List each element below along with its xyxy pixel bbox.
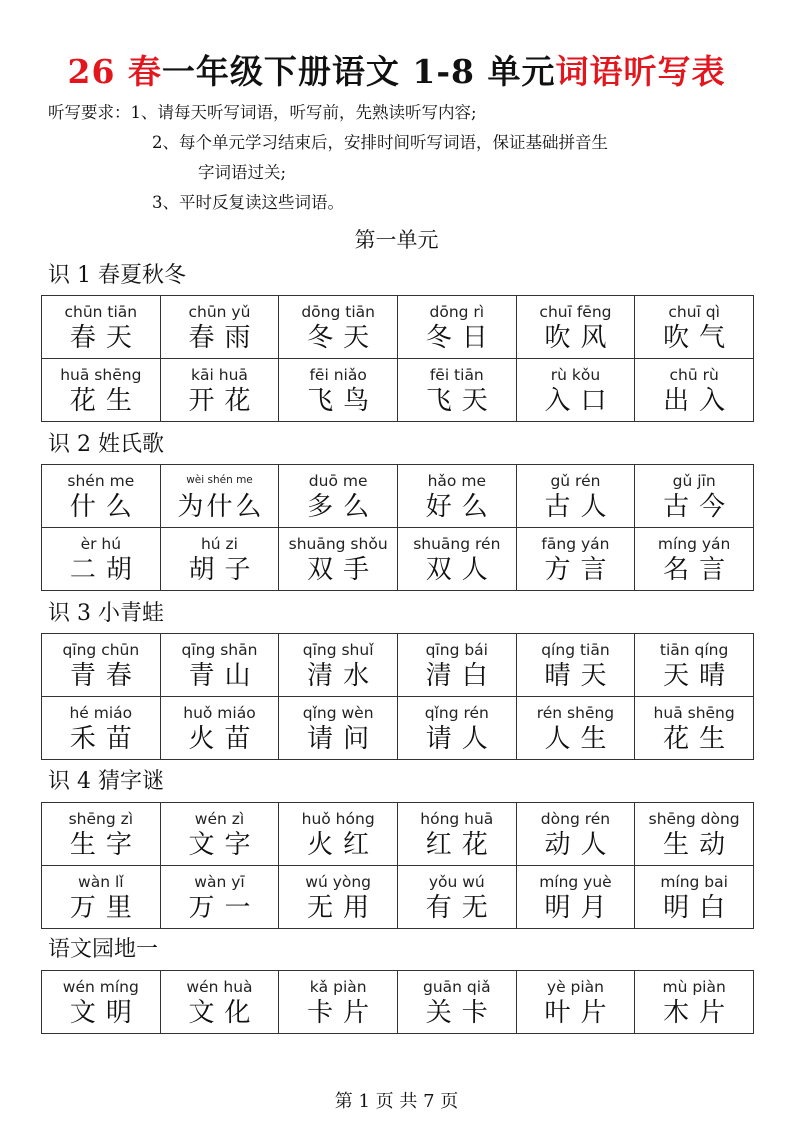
chinese-word: 清水 [307,661,380,691]
pinyin-text: wú yòng [305,873,372,891]
chinese-word: 有无 [425,893,498,923]
word-cell [516,971,635,1034]
chinese-word: 红花 [425,830,498,860]
word-cell [160,359,279,422]
chinese-word: 文明 [69,998,142,1028]
chinese-word: 双人 [425,555,498,585]
word-cell [516,866,635,929]
chinese-word: 万里 [69,893,142,923]
pinyin-text: wén huà [186,978,253,996]
chinese-word: 文化 [188,998,261,1028]
pinyin-text: huǒ hóng [301,810,375,828]
chinese-word: 人生 [544,724,617,754]
chinese-word: 火苗 [188,724,261,754]
chinese-word: 清白 [425,661,498,691]
word-cell [397,528,516,591]
chinese-word: 入口 [544,386,617,416]
word-cell [279,634,398,697]
requirement-line-2: 2、每个单元学习结束后，安排时间听写词语，保证基础拼音生 [152,133,608,152]
title-table-name: 词语听写表 [555,52,726,91]
word-cell [635,634,754,697]
word-cell [42,697,161,760]
word-cell [279,465,398,528]
pinyin-text: gǔ rén [550,472,601,490]
pinyin-text: shuāng shǒu [288,535,388,553]
pinyin-text: duō me [308,472,368,490]
pinyin-text: yè piàn [546,978,604,996]
word-row [42,803,754,866]
pinyin-text: shén me [67,472,135,490]
pinyin-text: hóng huā [420,810,494,828]
word-cell [42,866,161,929]
pinyin-text: gǔ jīn [672,472,716,490]
word-cell [42,465,161,528]
chinese-word: 多么 [307,492,380,522]
chinese-word: 为什么 [177,492,265,522]
pinyin-text: shēng dòng [648,810,740,828]
word-cell [635,971,754,1034]
pinyin-text: qīng shuǐ [302,641,374,659]
chinese-word: 春天 [69,323,142,353]
pinyin-text: chuī fēng [539,303,612,321]
pinyin-text: fēi niǎo [309,366,367,384]
pinyin-text: shēng zì [68,810,134,828]
chinese-word: 开花 [188,386,261,416]
word-cell [635,465,754,528]
pinyin-text: qǐng wèn [302,704,374,722]
chinese-word: 吹气 [663,323,736,353]
word-cell [279,971,398,1034]
chinese-word: 胡子 [188,555,261,585]
pinyin-text: wén zì [194,810,245,828]
chinese-word: 天晴 [663,661,736,691]
pinyin-text: kǎ piàn [309,978,367,996]
chinese-word: 什么 [69,492,142,522]
chinese-word: 晴天 [544,661,617,691]
chinese-word: 双手 [307,555,380,585]
chinese-word: 请人 [425,724,498,754]
word-cell [42,528,161,591]
word-cell [516,803,635,866]
unit-title: 第一单元 [354,228,439,252]
pinyin-text: yǒu wú [428,873,485,891]
chinese-word: 古人 [544,492,617,522]
word-cell [42,634,161,697]
word-cell [160,971,279,1034]
word-cell [516,697,635,760]
word-row [42,528,754,591]
word-cell [397,296,516,359]
section-title: 识 3 小青蛙 [48,601,164,626]
word-cell [397,803,516,866]
chinese-word: 木片 [663,998,736,1028]
chinese-word: 出入 [663,386,736,416]
word-table [41,802,754,929]
pinyin-text: míng bai [660,873,728,891]
pinyin-text: chūn tiān [64,303,138,321]
word-cell [397,465,516,528]
word-cell [516,359,635,422]
pinyin-text: wèi shén me [186,474,253,486]
word-cell [279,528,398,591]
chinese-word: 春雨 [188,323,261,353]
chinese-word: 禾苗 [69,724,142,754]
chinese-word: 关卡 [425,998,498,1028]
word-table [41,464,754,591]
word-cell [635,803,754,866]
word-cell [279,803,398,866]
word-cell [160,866,279,929]
pinyin-text: hú zi [200,535,238,553]
word-cell [160,296,279,359]
pinyin-text: huā shēng [653,704,735,722]
word-cell [279,866,398,929]
word-cell [635,866,754,929]
word-row [42,971,754,1034]
word-table [41,970,754,1034]
pinyin-text: shuāng rén [413,535,501,553]
pinyin-text: hé miáo [69,704,133,722]
pinyin-text: tiān qíng [659,641,729,659]
section-title: 识 1 春夏秋冬 [48,263,186,288]
chinese-word: 请问 [307,724,380,754]
word-cell [42,359,161,422]
word-cell [397,634,516,697]
pinyin-text: èr hú [80,535,122,553]
word-cell [635,359,754,422]
title-grade: 一年级下册语文 1-8 单元 [161,52,556,91]
chinese-word: 吹风 [544,323,617,353]
requirement-line-3: 字词语过关; [198,163,287,182]
section-title: 语文园地一 [48,937,159,962]
pinyin-text: dōng tiān [301,303,375,321]
pinyin-text: hǎo me [427,472,486,490]
pinyin-text: qǐng rén [424,704,489,722]
pinyin-text: qīng chūn [62,641,140,659]
pinyin-text: chuī qì [668,303,720,321]
chinese-word: 文字 [188,830,261,860]
pinyin-text: chūn yǔ [188,303,251,321]
word-cell [279,697,398,760]
section-title: 识 2 姓氏歌 [48,432,164,457]
chinese-word: 卡片 [307,998,380,1028]
pinyin-text: wàn yī [194,873,245,891]
chinese-word: 万一 [188,893,261,923]
word-cell [635,296,754,359]
word-row [42,634,754,697]
word-cell [635,697,754,760]
pinyin-text: qīng shān [181,641,258,659]
word-cell [397,866,516,929]
word-row [42,296,754,359]
pinyin-text: fāng yán [541,535,610,553]
chinese-word: 古今 [663,492,736,522]
chinese-word: 动人 [544,830,617,860]
pinyin-text: fēi tiān [429,366,484,384]
chinese-word: 方言 [544,555,617,585]
word-row [42,465,754,528]
pinyin-text: míng yán [657,535,731,553]
requirement-line-4: 3、平时反复读这些词语。 [152,193,344,212]
word-cell [516,465,635,528]
word-cell [42,971,161,1034]
chinese-word: 飞天 [425,386,498,416]
chinese-word: 冬天 [307,323,380,353]
word-cell [397,359,516,422]
chinese-word: 青山 [188,661,261,691]
chinese-word: 无用 [307,893,380,923]
word-cell [160,803,279,866]
word-cell [160,697,279,760]
pinyin-text: huā shēng [60,366,142,384]
chinese-word: 花生 [663,724,736,754]
chinese-word: 青春 [69,661,142,691]
pinyin-text: chū rù [669,366,719,384]
pinyin-text: wén míng [62,978,139,996]
pinyin-text: mù piàn [662,978,726,996]
word-cell [160,528,279,591]
word-cell [42,803,161,866]
word-cell [160,634,279,697]
word-table [41,633,754,760]
chinese-word: 飞鸟 [307,386,380,416]
word-row [42,697,754,760]
pinyin-text: guān qiǎ [423,978,491,996]
chinese-word: 冬日 [425,323,498,353]
word-cell [279,296,398,359]
section-title: 识 4 猜字谜 [48,769,164,794]
title-year: 26 春 [67,52,162,91]
pinyin-text: rù kǒu [550,366,601,384]
pinyin-text: qíng tiān [541,641,610,659]
chinese-word: 生动 [663,830,736,860]
pinyin-text: míng yuè [539,873,612,891]
chinese-word: 好么 [425,492,498,522]
pinyin-text: dòng rén [540,810,611,828]
word-cell [42,296,161,359]
word-row [42,359,754,422]
word-cell [279,359,398,422]
pinyin-text: huǒ miáo [183,704,256,722]
word-cell [516,296,635,359]
word-cell [397,971,516,1034]
pinyin-text: rén shēng [536,704,615,722]
word-cell [160,465,279,528]
pinyin-text: wàn lǐ [78,873,124,891]
chinese-word: 名言 [663,555,736,585]
chinese-word: 生字 [69,830,142,860]
word-cell [635,528,754,591]
chinese-word: 二胡 [69,555,142,585]
pinyin-text: kāi huā [191,366,248,384]
requirement-line-1: 听写要求：1、请每天听写词语，听写前，先熟读听写内容; [48,103,477,122]
word-cell [516,528,635,591]
chinese-word: 明白 [663,893,736,923]
pinyin-text: qīng bái [425,641,488,659]
word-cell [516,634,635,697]
word-row [42,866,754,929]
page-title [0,46,793,93]
word-table [41,295,754,422]
dictation-requirements [48,98,768,218]
word-cell [397,697,516,760]
page-footer: 第 1 页 共 7 页 [334,1091,459,1112]
chinese-word: 火红 [307,830,380,860]
chinese-word: 明月 [544,893,617,923]
chinese-word: 叶片 [544,998,617,1028]
chinese-word: 花生 [69,386,142,416]
pinyin-text: dōng rì [429,303,485,321]
